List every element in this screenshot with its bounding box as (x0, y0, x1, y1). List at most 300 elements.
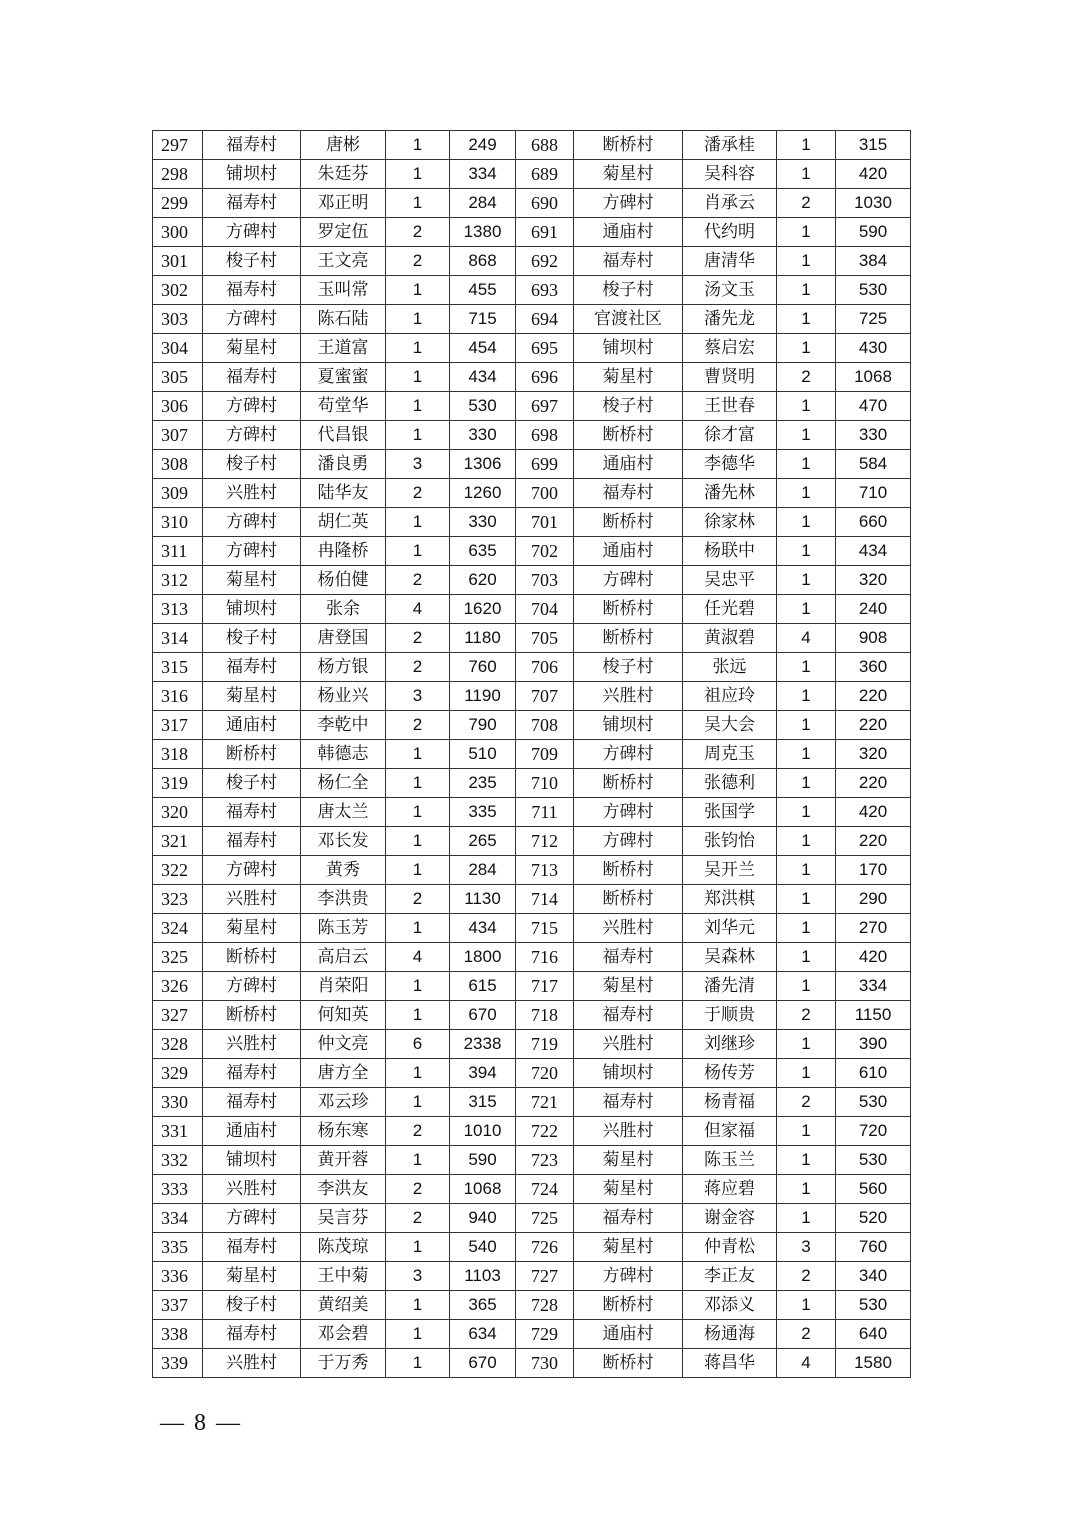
cell-left-household-count: 1 (386, 1233, 450, 1262)
cell-left-amount: 540 (450, 1233, 516, 1262)
cell-left-index: 326 (153, 972, 203, 1001)
cell-left-index: 307 (153, 421, 203, 450)
cell-left-household-count: 1 (386, 334, 450, 363)
cell-left-household-count: 1 (386, 827, 450, 856)
cell-right-village: 菊星村 (574, 1233, 683, 1262)
cell-left-village: 方碑村 (203, 537, 301, 566)
cell-left-index: 312 (153, 566, 203, 595)
table-row (153, 131, 911, 160)
cell-left-amount: 635 (450, 537, 516, 566)
cell-right-name: 蒋应碧 (683, 1175, 777, 1204)
cell-right-village: 菊星村 (574, 160, 683, 189)
cell-right-name: 周克玉 (683, 740, 777, 769)
cell-left-index: 311 (153, 537, 203, 566)
cell-left-household-count: 1 (386, 740, 450, 769)
cell-right-village: 方碑村 (574, 1262, 683, 1291)
cell-left-index: 310 (153, 508, 203, 537)
cell-right-household-count: 1 (777, 1175, 836, 1204)
cell-left-amount: 1260 (450, 479, 516, 508)
cell-left-name: 黄绍美 (301, 1291, 386, 1320)
cell-right-amount: 660 (836, 508, 911, 537)
cell-right-index: 691 (516, 218, 574, 247)
cell-right-amount: 220 (836, 827, 911, 856)
cell-right-amount: 760 (836, 1233, 911, 1262)
cell-right-name: 徐才富 (683, 421, 777, 450)
cell-left-household-count: 1 (386, 1088, 450, 1117)
cell-left-village: 福寿村 (203, 798, 301, 827)
cell-right-amount: 590 (836, 218, 911, 247)
cell-right-household-count: 1 (777, 827, 836, 856)
cell-right-village: 福寿村 (574, 479, 683, 508)
cell-left-amount: 334 (450, 160, 516, 189)
cell-left-name: 吴言芬 (301, 1204, 386, 1233)
cell-left-name: 何知英 (301, 1001, 386, 1030)
cell-right-amount: 710 (836, 479, 911, 508)
cell-left-name: 李洪贵 (301, 885, 386, 914)
cell-right-household-count: 2 (777, 363, 836, 392)
cell-left-household-count: 2 (386, 218, 450, 247)
cell-left-index: 335 (153, 1233, 203, 1262)
cell-right-amount: 530 (836, 1291, 911, 1320)
cell-left-name: 黄秀 (301, 856, 386, 885)
cell-left-amount: 530 (450, 392, 516, 421)
cell-left-index: 297 (153, 131, 203, 160)
cell-left-name: 王道富 (301, 334, 386, 363)
cell-left-household-count: 1 (386, 131, 450, 160)
cell-right-name: 潘先龙 (683, 305, 777, 334)
cell-left-index: 324 (153, 914, 203, 943)
cell-left-village: 通庙村 (203, 1117, 301, 1146)
cell-right-name: 李德华 (683, 450, 777, 479)
cell-right-index: 700 (516, 479, 574, 508)
cell-left-name: 邓会碧 (301, 1320, 386, 1349)
cell-left-household-count: 3 (386, 450, 450, 479)
cell-left-name: 陈茂琼 (301, 1233, 386, 1262)
cell-right-index: 719 (516, 1030, 574, 1059)
cell-right-household-count: 1 (777, 972, 836, 1001)
cell-left-name: 王中菊 (301, 1262, 386, 1291)
cell-right-index: 716 (516, 943, 574, 972)
table-row (153, 479, 911, 508)
cell-right-amount: 640 (836, 1320, 911, 1349)
cell-right-household-count: 1 (777, 740, 836, 769)
cell-right-index: 705 (516, 624, 574, 653)
cell-left-amount: 510 (450, 740, 516, 769)
table-row (153, 450, 911, 479)
cell-left-amount: 265 (450, 827, 516, 856)
cell-left-index: 339 (153, 1349, 203, 1378)
cell-left-village: 福寿村 (203, 131, 301, 160)
cell-right-village: 兴胜村 (574, 1030, 683, 1059)
cell-left-village: 兴胜村 (203, 1030, 301, 1059)
cell-right-name: 吴大会 (683, 711, 777, 740)
cell-left-amount: 434 (450, 914, 516, 943)
cell-right-name: 杨青福 (683, 1088, 777, 1117)
cell-right-village: 断桥村 (574, 885, 683, 914)
cell-left-amount: 1380 (450, 218, 516, 247)
cell-left-index: 301 (153, 247, 203, 276)
cell-left-household-count: 1 (386, 1291, 450, 1320)
table-row (153, 1001, 911, 1030)
cell-right-amount: 360 (836, 653, 911, 682)
cell-left-name: 王文亮 (301, 247, 386, 276)
cell-left-amount: 330 (450, 508, 516, 537)
table-row (153, 827, 911, 856)
cell-right-amount: 340 (836, 1262, 911, 1291)
cell-right-index: 727 (516, 1262, 574, 1291)
cell-right-village: 断桥村 (574, 131, 683, 160)
cell-left-index: 338 (153, 1320, 203, 1349)
cell-right-index: 712 (516, 827, 574, 856)
cell-right-village: 通庙村 (574, 450, 683, 479)
cell-left-household-count: 1 (386, 421, 450, 450)
cell-right-amount: 220 (836, 682, 911, 711)
cell-right-household-count: 1 (777, 1030, 836, 1059)
cell-left-household-count: 1 (386, 1001, 450, 1030)
table-row (153, 508, 911, 537)
cell-right-name: 潘承桂 (683, 131, 777, 160)
cell-right-index: 722 (516, 1117, 574, 1146)
cell-left-index: 305 (153, 363, 203, 392)
cell-right-name: 刘继珍 (683, 1030, 777, 1059)
cell-left-index: 320 (153, 798, 203, 827)
cell-left-village: 福寿村 (203, 653, 301, 682)
cell-right-household-count: 1 (777, 1059, 836, 1088)
cell-left-household-count: 1 (386, 305, 450, 334)
cell-right-amount: 170 (836, 856, 911, 885)
cell-left-amount: 249 (450, 131, 516, 160)
cell-right-amount: 725 (836, 305, 911, 334)
cell-right-index: 710 (516, 769, 574, 798)
cell-left-index: 306 (153, 392, 203, 421)
cell-right-village: 福寿村 (574, 1088, 683, 1117)
cell-right-village: 菊星村 (574, 363, 683, 392)
cell-left-name: 张余 (301, 595, 386, 624)
cell-left-village: 方碑村 (203, 1204, 301, 1233)
cell-right-village: 梭子村 (574, 653, 683, 682)
cell-left-amount: 670 (450, 1349, 516, 1378)
cell-left-amount: 1068 (450, 1175, 516, 1204)
cell-right-name: 吴森林 (683, 943, 777, 972)
cell-left-household-count: 1 (386, 276, 450, 305)
table-row (153, 682, 911, 711)
cell-left-amount: 455 (450, 276, 516, 305)
cell-left-household-count: 1 (386, 189, 450, 218)
table-row (153, 247, 911, 276)
table-row (153, 276, 911, 305)
cell-left-village: 菊星村 (203, 682, 301, 711)
cell-left-amount: 284 (450, 189, 516, 218)
cell-right-name: 蒋昌华 (683, 1349, 777, 1378)
cell-left-name: 朱廷芬 (301, 160, 386, 189)
cell-right-village: 福寿村 (574, 1204, 683, 1233)
cell-right-village: 铺坝村 (574, 1059, 683, 1088)
cell-left-index: 334 (153, 1204, 203, 1233)
cell-left-village: 兴胜村 (203, 479, 301, 508)
table-row (153, 1059, 911, 1088)
cell-left-village: 兴胜村 (203, 885, 301, 914)
cell-right-name: 汤文玉 (683, 276, 777, 305)
cell-right-household-count: 1 (777, 160, 836, 189)
cell-right-name: 任光碧 (683, 595, 777, 624)
cell-left-index: 298 (153, 160, 203, 189)
cell-left-amount: 1306 (450, 450, 516, 479)
cell-left-village: 梭子村 (203, 769, 301, 798)
cell-left-name: 冉隆桥 (301, 537, 386, 566)
cell-right-index: 715 (516, 914, 574, 943)
cell-left-index: 321 (153, 827, 203, 856)
table-row (153, 537, 911, 566)
cell-left-name: 玉叫常 (301, 276, 386, 305)
cell-left-name: 黄开蓉 (301, 1146, 386, 1175)
cell-left-household-count: 1 (386, 769, 450, 798)
cell-left-index: 318 (153, 740, 203, 769)
cell-left-name: 杨业兴 (301, 682, 386, 711)
cell-left-amount: 590 (450, 1146, 516, 1175)
cell-right-amount: 530 (836, 276, 911, 305)
cell-right-household-count: 1 (777, 595, 836, 624)
cell-right-household-count: 1 (777, 711, 836, 740)
cell-left-village: 铺坝村 (203, 595, 301, 624)
cell-right-village: 断桥村 (574, 624, 683, 653)
cell-right-village: 方碑村 (574, 798, 683, 827)
cell-left-village: 方碑村 (203, 392, 301, 421)
cell-right-household-count: 1 (777, 305, 836, 334)
cell-left-name: 邓云珍 (301, 1088, 386, 1117)
cell-right-household-count: 1 (777, 479, 836, 508)
cell-right-village: 断桥村 (574, 508, 683, 537)
cell-right-village: 菊星村 (574, 1175, 683, 1204)
cell-right-index: 702 (516, 537, 574, 566)
cell-right-name: 黄淑碧 (683, 624, 777, 653)
cell-left-name: 杨东寒 (301, 1117, 386, 1146)
cell-right-amount: 334 (836, 972, 911, 1001)
cell-left-village: 方碑村 (203, 305, 301, 334)
cell-left-index: 329 (153, 1059, 203, 1088)
cell-left-village: 梭子村 (203, 247, 301, 276)
cell-right-name: 杨联中 (683, 537, 777, 566)
cell-left-household-count: 2 (386, 1204, 450, 1233)
cell-right-name: 潘先林 (683, 479, 777, 508)
cell-right-village: 方碑村 (574, 740, 683, 769)
cell-right-amount: 420 (836, 798, 911, 827)
cell-right-village: 断桥村 (574, 421, 683, 450)
cell-right-village: 方碑村 (574, 189, 683, 218)
cell-right-index: 701 (516, 508, 574, 537)
cell-right-village: 断桥村 (574, 856, 683, 885)
cell-left-village: 福寿村 (203, 189, 301, 218)
cell-right-village: 断桥村 (574, 769, 683, 798)
cell-left-name: 陆华友 (301, 479, 386, 508)
cell-right-amount: 908 (836, 624, 911, 653)
cell-right-village: 断桥村 (574, 1349, 683, 1378)
table-row (153, 363, 911, 392)
table-row (153, 1117, 911, 1146)
cell-left-name: 唐方全 (301, 1059, 386, 1088)
cell-right-name: 仲青松 (683, 1233, 777, 1262)
cell-right-village: 通庙村 (574, 537, 683, 566)
cell-right-amount: 330 (836, 421, 911, 450)
cell-right-name: 但家福 (683, 1117, 777, 1146)
cell-right-village: 福寿村 (574, 943, 683, 972)
cell-left-amount: 454 (450, 334, 516, 363)
cell-right-amount: 434 (836, 537, 911, 566)
table-row (153, 1262, 911, 1291)
cell-right-index: 717 (516, 972, 574, 1001)
cell-left-name: 仲文亮 (301, 1030, 386, 1059)
cell-right-amount: 220 (836, 769, 911, 798)
cell-right-household-count: 1 (777, 537, 836, 566)
cell-right-amount: 430 (836, 334, 911, 363)
cell-right-amount: 530 (836, 1146, 911, 1175)
cell-right-name: 王世春 (683, 392, 777, 421)
table-row (153, 711, 911, 740)
cell-right-household-count: 1 (777, 885, 836, 914)
table-row (153, 1175, 911, 1204)
cell-left-amount: 330 (450, 421, 516, 450)
cell-right-name: 张远 (683, 653, 777, 682)
cell-left-household-count: 1 (386, 392, 450, 421)
cell-right-household-count: 1 (777, 653, 836, 682)
cell-left-village: 方碑村 (203, 508, 301, 537)
cell-right-household-count: 2 (777, 189, 836, 218)
cell-right-amount: 290 (836, 885, 911, 914)
cell-left-amount: 284 (450, 856, 516, 885)
table-row (153, 1233, 911, 1262)
cell-left-village: 铺坝村 (203, 160, 301, 189)
table-row (153, 566, 911, 595)
cell-left-household-count: 2 (386, 1117, 450, 1146)
cell-right-amount: 610 (836, 1059, 911, 1088)
cell-left-amount: 434 (450, 363, 516, 392)
cell-left-village: 方碑村 (203, 218, 301, 247)
cell-right-index: 728 (516, 1291, 574, 1320)
cell-left-name: 陈玉芳 (301, 914, 386, 943)
cell-right-index: 703 (516, 566, 574, 595)
cell-left-village: 断桥村 (203, 1001, 301, 1030)
cell-right-name: 代约明 (683, 218, 777, 247)
cell-left-name: 肖荣阳 (301, 972, 386, 1001)
cell-right-village: 兴胜村 (574, 914, 683, 943)
cell-right-index: 699 (516, 450, 574, 479)
cell-left-household-count: 2 (386, 566, 450, 595)
cell-right-village: 梭子村 (574, 276, 683, 305)
cell-left-household-count: 3 (386, 1262, 450, 1291)
cell-left-household-count: 1 (386, 856, 450, 885)
cell-left-household-count: 1 (386, 798, 450, 827)
cell-right-amount: 270 (836, 914, 911, 943)
cell-right-index: 718 (516, 1001, 574, 1030)
cell-left-household-count: 1 (386, 363, 450, 392)
cell-left-amount: 335 (450, 798, 516, 827)
cell-left-amount: 670 (450, 1001, 516, 1030)
cell-left-household-count: 1 (386, 537, 450, 566)
cell-right-village: 方碑村 (574, 827, 683, 856)
cell-left-village: 福寿村 (203, 1233, 301, 1262)
cell-right-index: 697 (516, 392, 574, 421)
cell-left-name: 于万秀 (301, 1349, 386, 1378)
cell-left-index: 332 (153, 1146, 203, 1175)
cell-left-index: 337 (153, 1291, 203, 1320)
cell-right-name: 邓添义 (683, 1291, 777, 1320)
cell-right-index: 709 (516, 740, 574, 769)
cell-left-name: 胡仁英 (301, 508, 386, 537)
cell-left-village: 断桥村 (203, 740, 301, 769)
cell-right-amount: 1030 (836, 189, 911, 218)
cell-right-amount: 384 (836, 247, 911, 276)
cell-right-household-count: 2 (777, 1001, 836, 1030)
table-row (153, 1146, 911, 1175)
cell-left-name: 唐太兰 (301, 798, 386, 827)
table-row (153, 856, 911, 885)
cell-left-household-count: 2 (386, 479, 450, 508)
cell-left-index: 300 (153, 218, 203, 247)
cell-left-index: 314 (153, 624, 203, 653)
cell-right-name: 曹贤明 (683, 363, 777, 392)
cell-right-name: 张国学 (683, 798, 777, 827)
cell-right-index: 688 (516, 131, 574, 160)
cell-left-name: 李洪友 (301, 1175, 386, 1204)
cell-right-amount: 720 (836, 1117, 911, 1146)
cell-left-household-count: 3 (386, 682, 450, 711)
cell-left-name: 杨方银 (301, 653, 386, 682)
cell-right-village: 福寿村 (574, 1001, 683, 1030)
cell-left-name: 苟堂华 (301, 392, 386, 421)
cell-left-household-count: 1 (386, 972, 450, 1001)
cell-left-village: 兴胜村 (203, 1349, 301, 1378)
cell-left-name: 夏蜜蜜 (301, 363, 386, 392)
cell-left-household-count: 2 (386, 885, 450, 914)
cell-right-name: 郑洪棋 (683, 885, 777, 914)
cell-right-amount: 420 (836, 160, 911, 189)
cell-right-index: 696 (516, 363, 574, 392)
cell-right-village: 方碑村 (574, 566, 683, 595)
cell-left-index: 309 (153, 479, 203, 508)
cell-left-amount: 620 (450, 566, 516, 595)
cell-right-household-count: 1 (777, 566, 836, 595)
cell-left-index: 316 (153, 682, 203, 711)
table-row (153, 914, 911, 943)
cell-left-village: 菊星村 (203, 566, 301, 595)
cell-left-village: 福寿村 (203, 363, 301, 392)
cell-left-village: 梭子村 (203, 450, 301, 479)
cell-right-index: 729 (516, 1320, 574, 1349)
cell-right-amount: 220 (836, 711, 911, 740)
cell-right-village: 福寿村 (574, 247, 683, 276)
cell-right-amount: 420 (836, 943, 911, 972)
cell-left-index: 333 (153, 1175, 203, 1204)
cell-right-household-count: 1 (777, 682, 836, 711)
cell-right-village: 断桥村 (574, 1291, 683, 1320)
cell-right-amount: 1150 (836, 1001, 911, 1030)
cell-right-household-count: 1 (777, 392, 836, 421)
cell-left-village: 福寿村 (203, 1320, 301, 1349)
cell-left-index: 313 (153, 595, 203, 624)
table-row (153, 740, 911, 769)
cell-right-household-count: 1 (777, 856, 836, 885)
cell-left-amount: 760 (450, 653, 516, 682)
cell-left-household-count: 2 (386, 711, 450, 740)
cell-left-name: 代昌银 (301, 421, 386, 450)
cell-left-village: 铺坝村 (203, 1146, 301, 1175)
cell-left-name: 陈石陆 (301, 305, 386, 334)
cell-right-index: 720 (516, 1059, 574, 1088)
cell-right-name: 潘先清 (683, 972, 777, 1001)
cell-right-index: 695 (516, 334, 574, 363)
cell-right-household-count: 1 (777, 1117, 836, 1146)
table-row (153, 392, 911, 421)
table-row (153, 1088, 911, 1117)
